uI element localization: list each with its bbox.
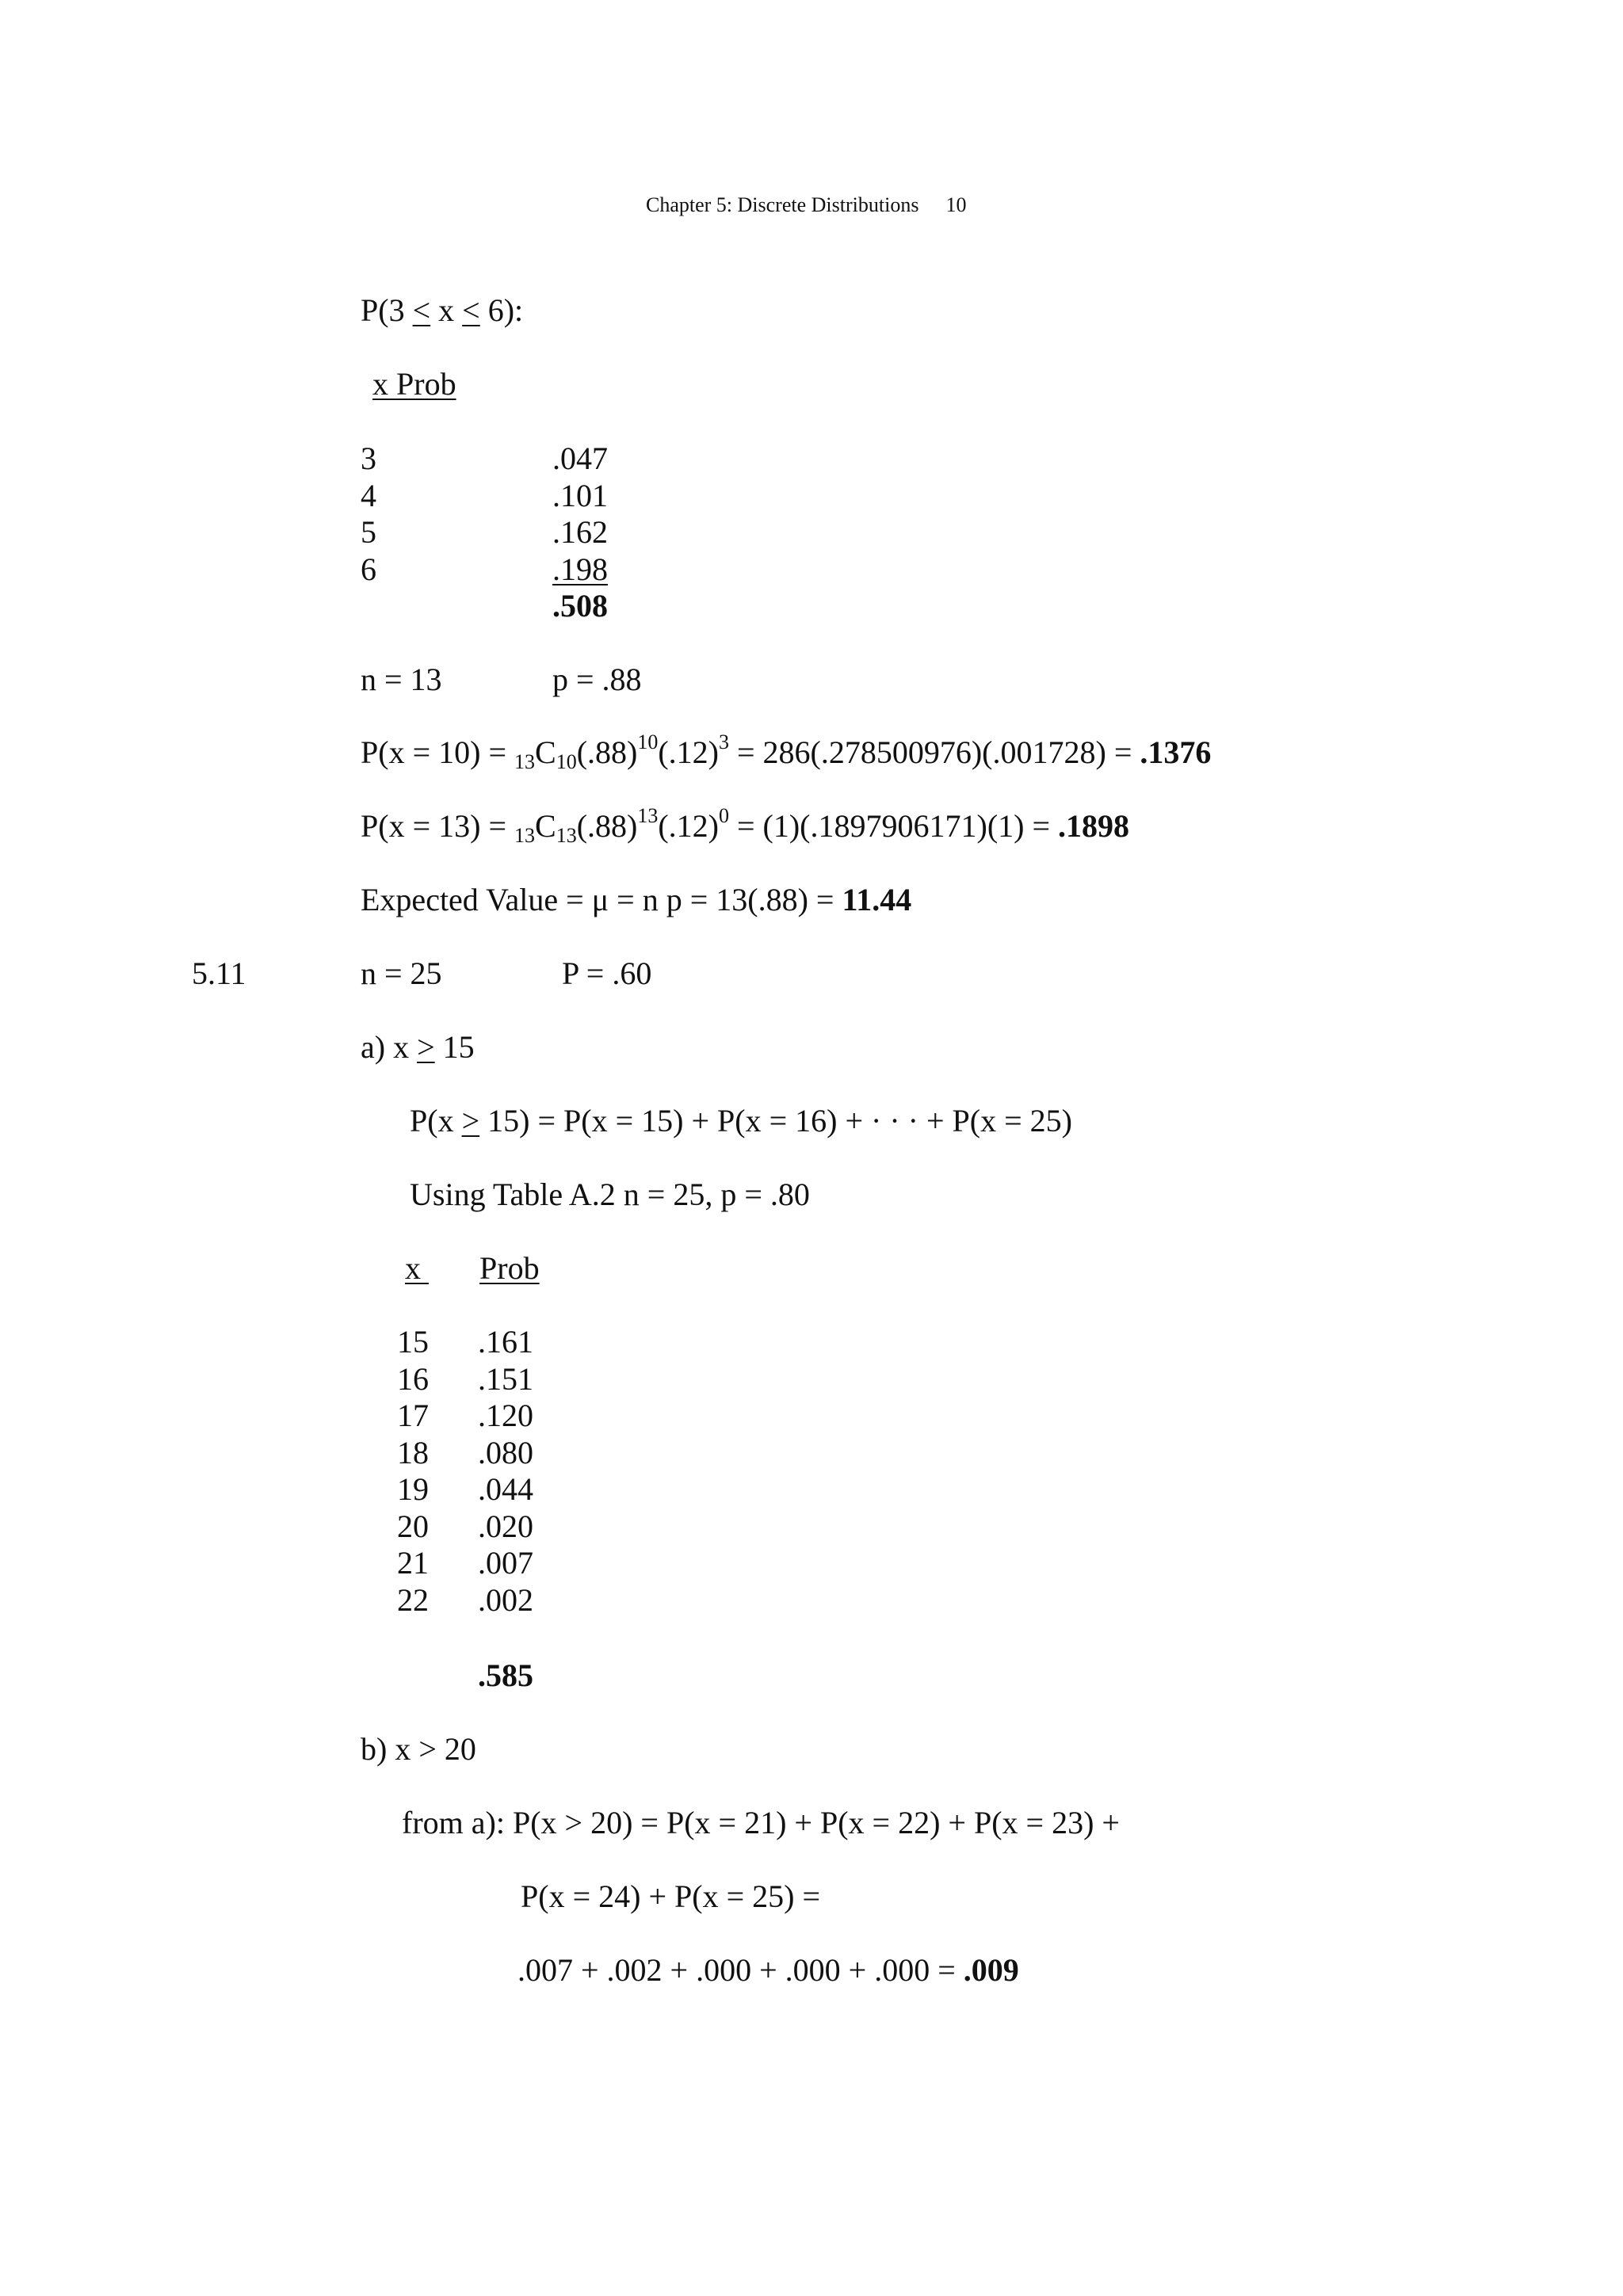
part-b-result: .009 bbox=[963, 1952, 1019, 1988]
table1-cell-prob: .162 bbox=[552, 514, 608, 550]
table1-cell-x: 3 bbox=[361, 441, 376, 476]
range-probability-label: P(3 < x < 6): bbox=[361, 292, 524, 328]
table1-cell-prob: .047 bbox=[552, 441, 608, 476]
binomial-equation-x13: $P(x = 13) = _{13}C_{13}(.88)^{13}(.12)^0 = (1)(.1897906171)(1) = .1898$ bbox=[361, 804, 1130, 847]
param-p-88: p = .88 bbox=[552, 662, 642, 697]
page-number: 10 bbox=[945, 193, 967, 216]
part-a-table-note: Using Table A.2 n = 25, p = .80 bbox=[410, 1177, 810, 1212]
param-n-13: n = 13 bbox=[361, 662, 442, 697]
part-a-label: a) x > 15 bbox=[361, 1029, 475, 1065]
table2-cell-prob: .161 bbox=[478, 1324, 533, 1360]
param-p-60: P = .60 bbox=[562, 955, 652, 991]
problem-number: 5.11 bbox=[192, 955, 246, 991]
result-x13: .1898 bbox=[1058, 808, 1130, 844]
table1-cell-x: 5 bbox=[361, 514, 376, 550]
table1-col-x: x bbox=[372, 366, 388, 402]
table2-cell-prob: .007 bbox=[478, 1545, 533, 1581]
chapter-title: Chapter 5: Discrete Distributions bbox=[646, 193, 919, 216]
table2-header bbox=[399, 1250, 540, 1286]
table2-cell-prob: .044 bbox=[478, 1471, 533, 1507]
running-header bbox=[646, 195, 966, 215]
table1-cell-x: 6 bbox=[361, 551, 376, 587]
expected-value-result: 11.44 bbox=[842, 882, 912, 917]
binomial-equation-x10: $P(x = 10) = _{13}C_{10}(.88)^{10}(.12)^3 = 286(.278500976)(.001728) = .1376$ bbox=[361, 730, 1212, 773]
table1-cell-prob: .198 bbox=[552, 551, 608, 587]
expected-value-line: Expected Value = μ = n p = 13(.88) = 11.44 bbox=[361, 882, 912, 917]
table2-cell-x: 18 bbox=[397, 1434, 429, 1470]
table2-cell-x: 21 bbox=[397, 1545, 429, 1581]
table2-cell-x: 19 bbox=[397, 1471, 429, 1507]
table2-cell-prob: .002 bbox=[478, 1581, 533, 1618]
table2-col-prob: Prob bbox=[479, 1250, 540, 1286]
part-b-line3: .007 + .002 + .000 + .000 + .000 = .009 bbox=[517, 1952, 1019, 1988]
table2-col-x: x bbox=[405, 1250, 421, 1286]
part-a-equation: P(x > 15) = P(x = 15) + P(x = 16) + · · · + P(x = 25) bbox=[410, 1103, 1072, 1138]
table2-total: .585 bbox=[478, 1657, 533, 1693]
table2-cell-prob: .120 bbox=[478, 1398, 533, 1433]
part-b-label: b) x > 20 bbox=[361, 1731, 476, 1767]
param-n-25: n = 25 bbox=[361, 955, 442, 991]
table2-cell-prob: .151 bbox=[478, 1360, 533, 1397]
table1-cell-prob: .101 bbox=[552, 477, 608, 513]
table1-total: .508 bbox=[552, 588, 608, 624]
table2-cell-x: 15 bbox=[397, 1324, 429, 1360]
table1-col-prob: Prob bbox=[396, 366, 456, 402]
result-x10: .1376 bbox=[1140, 734, 1212, 770]
table2-cell-prob: .020 bbox=[478, 1508, 533, 1544]
table1-cell-x: 4 bbox=[361, 477, 376, 513]
table2-cell-prob: .080 bbox=[478, 1434, 533, 1470]
table1-header bbox=[361, 368, 456, 400]
part-b-line2: P(x = 24) + P(x = 25) = bbox=[521, 1878, 821, 1914]
table2-cell-x: 17 bbox=[397, 1398, 429, 1433]
table2-cell-x: 20 bbox=[397, 1508, 429, 1544]
table2-cell-x: 16 bbox=[397, 1360, 429, 1397]
table2-cell-x: 22 bbox=[397, 1581, 429, 1618]
part-b-line1: from a): P(x > 20) = P(x = 21) + P(x = 22) + P(x = 23) + bbox=[402, 1805, 1120, 1840]
